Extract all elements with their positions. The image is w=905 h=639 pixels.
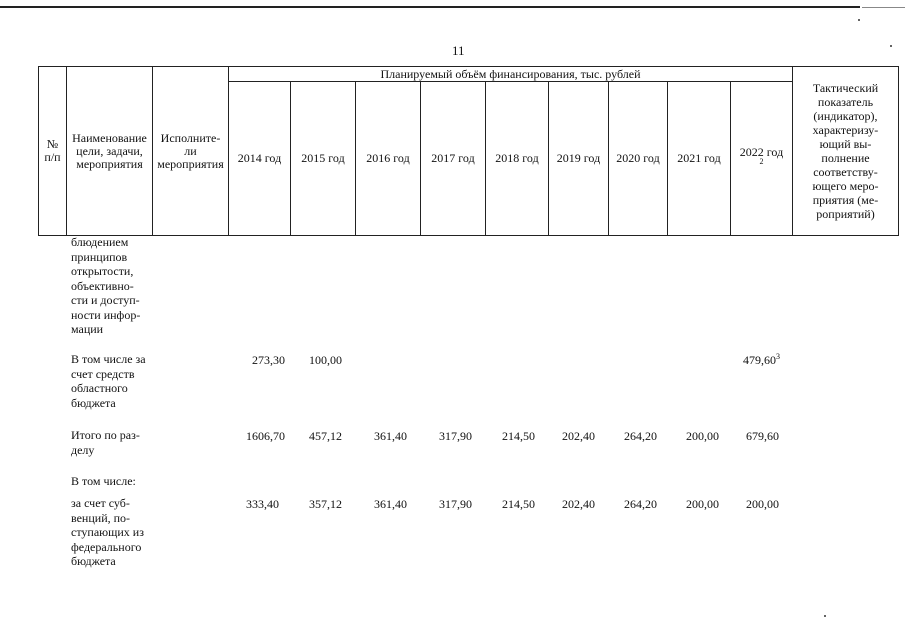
table-cell: 317,90 bbox=[439, 497, 472, 511]
table-cell: 679,60 bbox=[746, 429, 779, 443]
row-name: В том числе за счет средств областного бюджета bbox=[71, 352, 146, 410]
col-header-name: Наименование цели, задачи, мероприятия bbox=[72, 130, 147, 171]
table-cell: 264,20 bbox=[624, 429, 657, 443]
row-name: за счет суб- венций, по- ступающих из федерального бюджета bbox=[71, 496, 144, 568]
table-cell: 273,30 bbox=[252, 353, 285, 367]
top-rule bbox=[0, 6, 860, 8]
row-name: блюдением принципов открытости, объективно- сти и доступ- ности инфор- мации bbox=[71, 235, 141, 336]
table-cell: 357,12 bbox=[309, 497, 342, 511]
table-header bbox=[38, 66, 899, 236]
col-header-executors: Исполните- ли мероприятия bbox=[157, 130, 224, 171]
year-header: 2020 год bbox=[616, 151, 660, 165]
table-cell: 361,40 bbox=[374, 497, 407, 511]
year-header: 2014 год bbox=[237, 151, 282, 165]
footnote-mark: 3 bbox=[776, 352, 780, 361]
year-header: 2015 год bbox=[301, 151, 345, 165]
row-name: В том числе: bbox=[71, 474, 136, 488]
table-cell: 200,00 bbox=[686, 497, 719, 511]
scan-speck bbox=[858, 19, 860, 21]
year-header: 2016 год bbox=[366, 151, 410, 165]
year-header: 2018 год bbox=[495, 151, 539, 165]
row-name: Итого по раз- делу bbox=[71, 428, 140, 457]
table-cell: 200,00 bbox=[686, 429, 719, 443]
year-header: 2022 год $^2$ bbox=[739, 144, 784, 166]
table-cell: 202,40 bbox=[562, 497, 595, 511]
footnote-mark: 2 bbox=[759, 156, 764, 166]
table-cell: 200,00 bbox=[746, 497, 779, 511]
table-cell: 214,50 bbox=[502, 497, 535, 511]
table-cell: 264,20 bbox=[624, 497, 657, 511]
year-header: 2019 год bbox=[556, 151, 601, 165]
page-number: 11 bbox=[452, 43, 465, 58]
scan-speck bbox=[890, 45, 892, 47]
col-header-indicator: Тактический показатель (индикатор), характеризу- ющий вы- полнение соответству- ющего меро- приятия (ме- роприятий) bbox=[812, 81, 879, 221]
year-header: 2017 год bbox=[431, 151, 475, 165]
top-rule-right bbox=[862, 7, 905, 8]
table-cell: 333,40 bbox=[246, 497, 279, 511]
table-cell: 317,90 bbox=[439, 429, 472, 443]
scan-speck bbox=[824, 615, 826, 617]
table-cell: 457,12 bbox=[309, 429, 342, 443]
funding-title: Планируемый объём финансирования, тыс. рублей bbox=[380, 66, 641, 81]
table-cell: 1606,70 bbox=[246, 429, 285, 443]
table-cell: 479,60$^3$ bbox=[743, 352, 780, 367]
year-header: 2021 год bbox=[677, 151, 721, 165]
table-cell: 100,00 bbox=[309, 353, 342, 367]
table-cell: 214,50 bbox=[502, 429, 535, 443]
table-cell: 202,40 bbox=[562, 429, 595, 443]
col-header-number: № п/п bbox=[44, 137, 61, 164]
table-cell: 361,40 bbox=[374, 429, 407, 443]
